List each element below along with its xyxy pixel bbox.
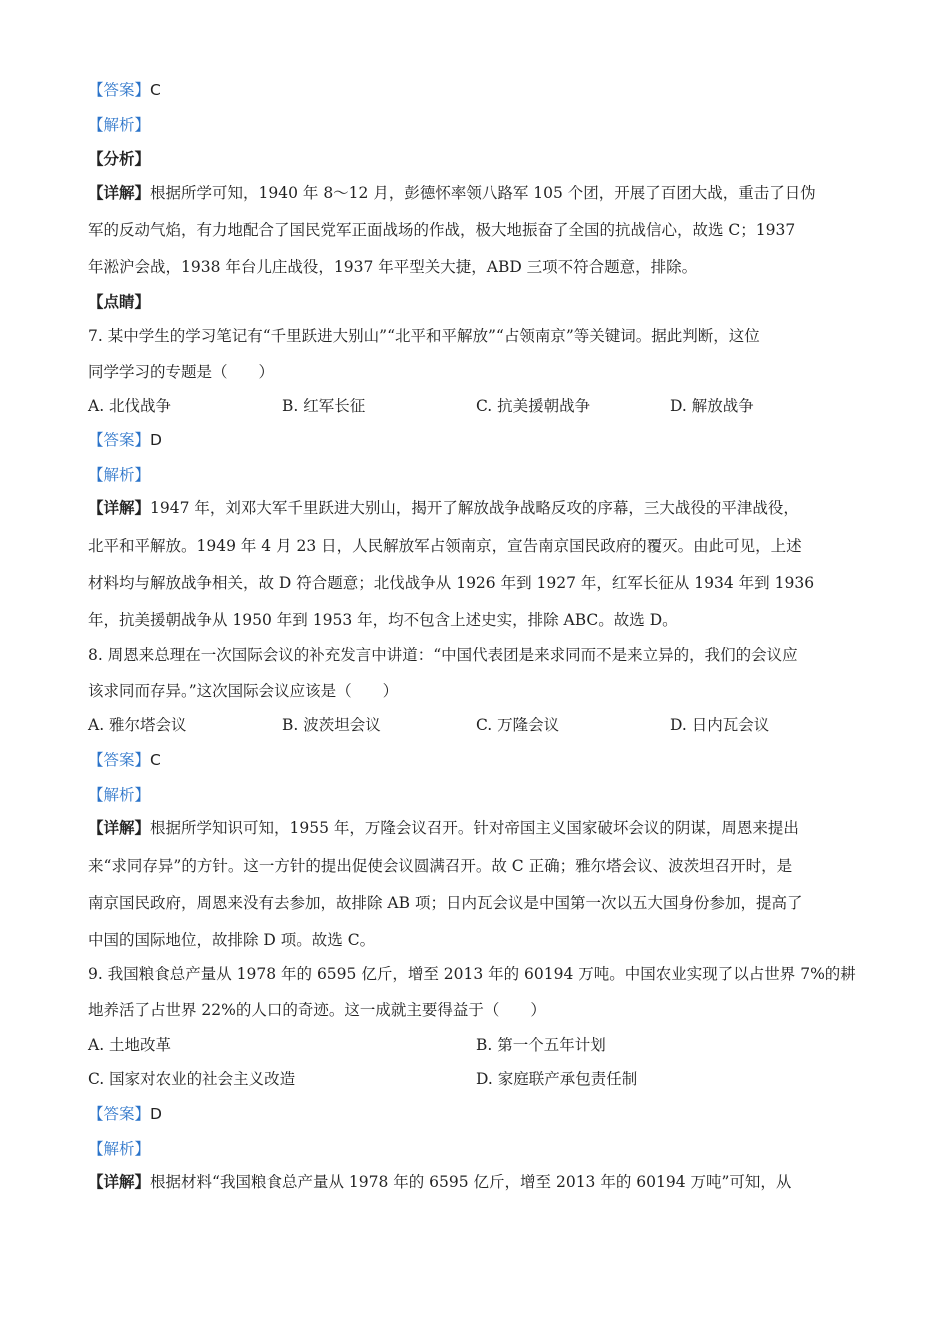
- q9-option-d: D. 家庭联产承包责任制: [476, 1070, 638, 1088]
- q8-detail-text-4: 中国的国际地位，故排除 D 项。故选 C。: [88, 931, 376, 949]
- analysis-label: 【解析】: [88, 466, 151, 484]
- detail-label: 【详解】: [88, 183, 151, 202]
- q9-option-b: B. 第一个五年计划: [476, 1036, 606, 1054]
- q6-detail-line-1: [88, 183, 868, 203]
- q9-answer-line: [88, 1104, 868, 1124]
- detail-label: 【详解】: [88, 498, 151, 517]
- q8-options: [88, 715, 868, 735]
- q9-options-row-2: [88, 1069, 868, 1089]
- answer-label: 【答案】: [88, 431, 151, 449]
- q7-detail-text-3: 材料均与解放战争相关，故 D 符合题意；北伐战争从 1926 年到 1927 年，红军长征从 1934 年到 1936: [88, 574, 815, 592]
- detail-label: 【详解】: [88, 818, 151, 837]
- q9-answer-value: D: [150, 1105, 162, 1123]
- q7-stem-text-2: 同学学习的专题是（ ）: [88, 363, 275, 381]
- q6-detail-text-3: 年淞沪会战，1938 年台儿庄战役，1937 年平型关大捷，ABD 三项不符合题意，排除。: [88, 258, 698, 276]
- q8-detail-line-4: [88, 930, 868, 950]
- q9-detail-text-1: 根据材料“我国粮食总产量从 1978 年的 6595 亿斤，增至 2013 年的 60194 万吨”可知，从: [150, 1173, 792, 1191]
- q8-option-c: C. 万隆会议: [476, 716, 560, 734]
- fenxi-label: 【分析】: [88, 149, 151, 168]
- detail-label: 【详解】: [88, 1172, 151, 1191]
- q6-detail-text-1: 根据所学可知，1940 年 8～12 月，彭德怀率领八路军 105 个团，开展了百团大战，重击了日伪: [150, 184, 816, 202]
- dianjing-label: 【点睛】: [88, 292, 151, 311]
- q8-detail-line-1: [88, 818, 868, 838]
- q7-answer-value: D: [150, 431, 162, 449]
- q9-options-row-1: [88, 1035, 868, 1055]
- q7-detail-text-2: 北平和平解放。1949 年 4 月 23 日，人民解放军占领南京，宣告南京国民政府的覆灭。由此可见，上述: [88, 537, 802, 555]
- q8-detail-text-2: 来“求同存异”的方针。这一方针的提出促使会议圆满召开。故 C 正确；雅尔塔会议、波茨坦召开时，是: [88, 857, 793, 875]
- q6-detail-text-2: 军的反动气焰，有力地配合了国民党军正面战场的作战，极大地振奋了全国的抗战信心，故选 C；1937: [88, 221, 796, 239]
- q9-option-c: C. 国家对农业的社会主义改造: [88, 1070, 296, 1088]
- q7-option-b: B. 红军长征: [282, 397, 366, 415]
- q8-option-d: D. 日内瓦会议: [670, 716, 770, 734]
- q8-detail-text-1: 根据所学知识可知，1955 年，万隆会议召开。针对帝国主义国家破坏会议的阴谋，周恩来提出: [150, 819, 799, 837]
- q6-fenxi-line: [88, 149, 868, 169]
- q6-answer-line: [88, 80, 868, 100]
- q8-stem-text-1: 8. 周恩来总理在一次国际会议的补充发言中讲道：“中国代表团是来求同而不是来立异的，我们的会议应: [88, 646, 798, 664]
- q7-option-a: A. 北伐战争: [88, 397, 172, 415]
- q6-analysis-line: [88, 115, 868, 135]
- q7-detail-line-3: [88, 573, 868, 593]
- q6-answer-value: C: [150, 81, 161, 99]
- q7-detail-text-4: 年，抗美援朝战争从 1950 年到 1953 年，均不包含上述史实，排除 ABC。故选 D。: [88, 611, 678, 629]
- q7-stem-line-2: [88, 362, 868, 382]
- q9-option-a: A. 土地改革: [88, 1036, 172, 1054]
- q8-stem-line-2: [88, 681, 868, 701]
- q7-detail-text-1: 1947 年，刘邓大军千里跃进大别山，揭开了解放战争战略反攻的序幕，三大战役的平津战役，: [150, 499, 799, 517]
- q8-answer-line: [88, 750, 868, 770]
- q7-answer-line: [88, 430, 868, 450]
- q8-option-b: B. 波茨坦会议: [282, 716, 381, 734]
- q6-detail-line-2: [88, 220, 868, 240]
- q9-stem-line-1: [88, 964, 868, 984]
- q9-stem-text-1: 9. 我国粮食总产量从 1978 年的 6595 亿斤，增至 2013 年的 60194 万吨。中国农业实现了以占世界 7%的耕: [88, 965, 856, 983]
- q7-option-c: C. 抗美援朝战争: [476, 397, 591, 415]
- q7-detail-line-4: [88, 610, 868, 630]
- q8-answer-value: C: [150, 751, 161, 769]
- q8-analysis-line: [88, 785, 868, 805]
- q7-analysis-line: [88, 465, 868, 485]
- q7-detail-line-1: [88, 498, 868, 518]
- q9-stem-line-2: [88, 1000, 868, 1020]
- q8-detail-line-2: [88, 856, 868, 876]
- q8-detail-line-3: [88, 893, 868, 913]
- q6-dianjing-line: [88, 292, 868, 312]
- q8-stem-text-2: 该求同而存异。”这次国际会议应该是（ ）: [88, 682, 399, 700]
- q8-option-a: A. 雅尔塔会议: [88, 716, 187, 734]
- q7-option-d: D. 解放战争: [670, 397, 754, 415]
- analysis-label: 【解析】: [88, 116, 151, 134]
- q7-stem-line-1: [88, 326, 868, 346]
- q9-detail-line-1: [88, 1172, 868, 1192]
- analysis-label: 【解析】: [88, 1140, 151, 1158]
- answer-label: 【答案】: [88, 81, 151, 99]
- q9-analysis-line: [88, 1139, 868, 1159]
- answer-label: 【答案】: [88, 1105, 151, 1123]
- q7-detail-line-2: [88, 536, 868, 556]
- q9-stem-text-2: 地养活了占世界 22%的人口的奇迹。这一成就主要得益于（ ）: [88, 1001, 546, 1019]
- analysis-label: 【解析】: [88, 786, 151, 804]
- q8-detail-text-3: 南京国民政府，周恩来没有去参加，故排除 AB 项；日内瓦会议是中国第一次以五大国身份参加，提高了: [88, 894, 803, 912]
- answer-label: 【答案】: [88, 751, 151, 769]
- q6-detail-line-3: [88, 257, 868, 277]
- q8-stem-line-1: [88, 645, 868, 665]
- q7-stem-text-1: 7. 某中学生的学习笔记有“千里跃进大别山”“北平和平解放”“占领南京”等关键词。据此判断，这位: [88, 327, 760, 345]
- q7-options: [88, 396, 868, 416]
